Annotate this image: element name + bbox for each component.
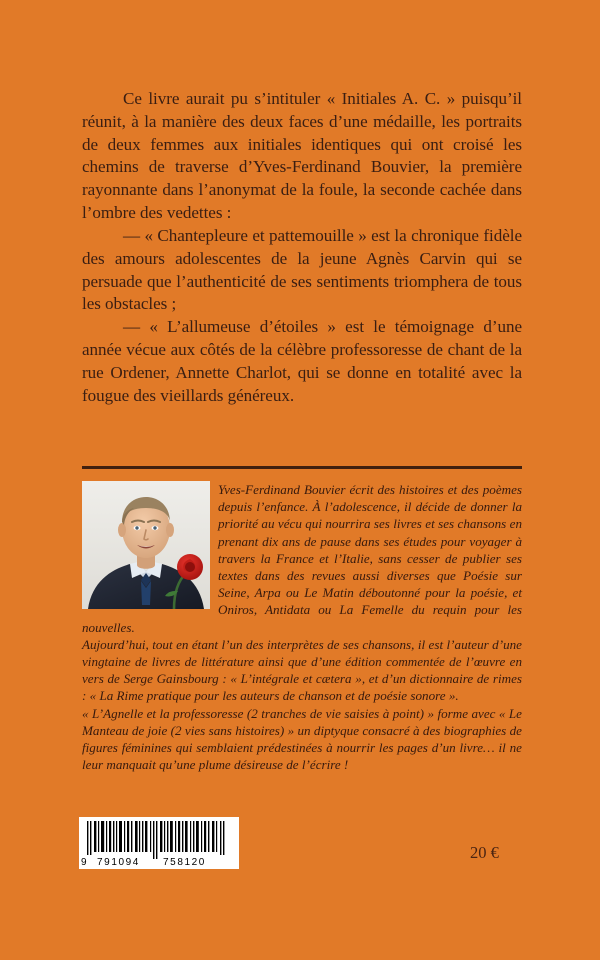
biography-paragraph-2: Aujourd’hui, tout en étant l’un des interprètes de ses chansons, il est l’auteur d’une vingtaine de livres de littérature ainsi que d’une édition commentée de l’œuvre en vers de Serge Gainsbourg : « L’intégrale et cætera », et d’un dictionnaire de rimes : « La Rime pratique pour les auteurs de chanson et de poésie sonore ». <box>82 636 522 704</box>
barcode-digit-group-1: 9 <box>81 857 87 868</box>
biography-paragraph-1: Yves-Ferdinand Bouvier écrit des histoires et des poèmes depuis l’enfance. À l’adolescence, il décide de donner la priorité au vécu qui nourrira ses livres et ses chansons en prenant dix ans de pause dans ses études pour voyager à travers la France et l’Italie, sans cesser de publier ses textes dans des revues aussi diverses que Poésie sur Seine, Arpa ou Le Matin déboutonné pour la poésie, et Oniros, Antidata ou La Femelle du requin pour les nouvelles. <box>82 482 522 635</box>
author-portrait-image <box>82 481 210 609</box>
synopsis-paragraph-2: — « Chantepleure et pattemouille » est la chronique fidèle des amours adolescentes de la jeune Agnès Carvin qui se persuade que l’authenticité de ses sentiments triomphera de tous les obstacles ; <box>82 225 522 314</box>
barcode-digit-group-2: 791094 <box>97 857 140 868</box>
barcode-image <box>79 817 239 869</box>
author-photo <box>82 481 210 609</box>
synopsis-paragraph-3: — « L’allumeuse d’étoiles » est le témoignage d’une année vécue aux côtés de la célèbre professoresse de chant de la rue Ordener, Annette Charlot, qui se donne en totalité avec la fougue des vieillards généreux. <box>82 317 522 405</box>
section-divider <box>82 466 522 469</box>
price-label: 20 € <box>470 843 499 862</box>
synopsis-block <box>82 88 522 407</box>
isbn-barcode <box>79 817 239 869</box>
barcode-digit-group-3: 758120 <box>163 857 206 868</box>
synopsis-paragraph-1: Ce livre aurait pu s’intituler « Initiales A. C. » puisqu’il réunit, à la manière des deux faces d’une médaille, les portraits de deux femmes aux initiales identiques qui ont croisé les chemins de traverse d’Yves-Ferdinand Bouvier, la première rayonnante dans l’anonymat de la foule, la seconde cachée dans l’ombre des vedettes : <box>82 89 522 223</box>
biography-paragraph-3: « L’Agnelle et la professoresse (2 tranches de vie saisies à point) » forme avec « Le Manteau de joie (2 vies sans histoires) » un diptyque consacré à des biographies de figures féminines qui semblaient prédestinées à nourrir les pages d’un livre… il ne leur manquait qu’une plume désireuse de l’écrire ! <box>82 705 522 773</box>
